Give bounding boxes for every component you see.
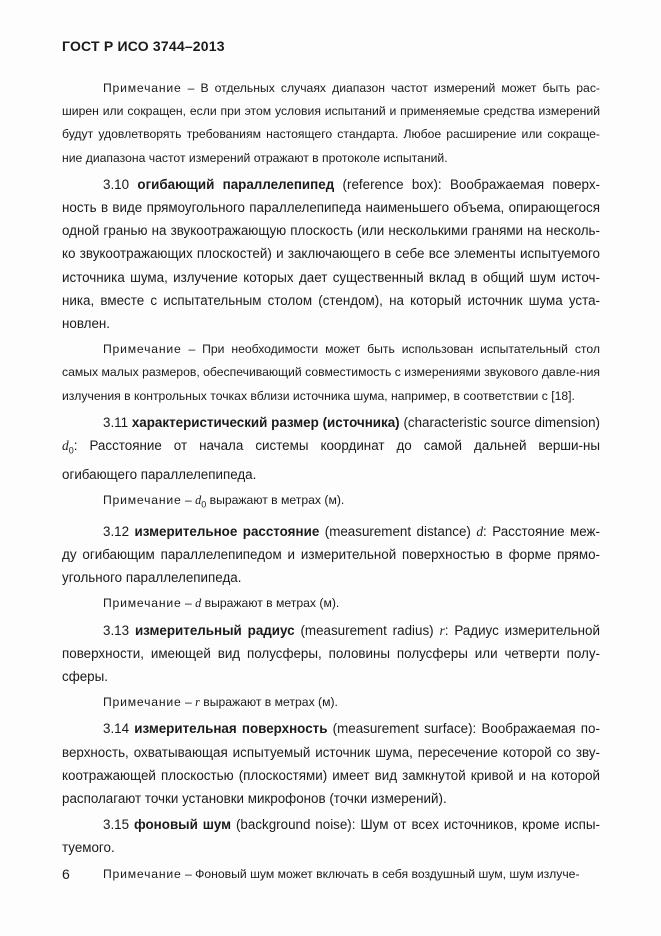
document-header: ГОСТ Р ИСО 3744–2013	[62, 38, 225, 54]
note-label: Примечание	[103, 81, 182, 95]
term-english: (measurement distance)	[324, 523, 471, 539]
definition-paragraph	[62, 717, 600, 810]
definition-text: : Расстояние меж-ду огибающим параллелепипедом и измерительной поверхностью в форме прямо-угольного параллелепипеда.	[62, 523, 600, 586]
note-label: Примечание	[103, 342, 182, 357]
term-name: характеристический размер (источника)	[131, 414, 400, 430]
note-symbol: d	[195, 596, 202, 611]
note-paragraph	[62, 691, 600, 714]
note-text: Фоновый шум может включать в себя воздушный шум, шум излуче-	[195, 866, 580, 881]
note-label: Примечание	[103, 493, 182, 508]
clause-number: 3.10	[103, 176, 130, 192]
note-symbol: $d_0$	[195, 493, 207, 510]
term-name: измерительный радиус	[134, 622, 295, 638]
term-english: (characteristic source dimension)	[403, 414, 600, 430]
note-paragraph	[62, 863, 600, 886]
note-label: Примечание	[103, 695, 182, 710]
definition-paragraph	[62, 813, 600, 859]
definition-text: : Радиус измерительной поверхности, имеющей вид полусферы, половины полусферы или четверти полу-сферы.	[62, 622, 600, 684]
clause-number: 3.13	[103, 622, 130, 638]
term-symbol: r	[439, 622, 445, 638]
clause-number: 3.14	[103, 721, 130, 737]
definition-paragraph	[62, 173, 600, 335]
term-name: измерительная поверхность	[134, 721, 328, 737]
definition-text: : Расстояние от начала системы координат до самой дальней верши-ны огибающего параллелепипеда.	[62, 438, 600, 482]
clause-number: 3.11	[103, 414, 129, 430]
note-paragraph	[62, 592, 600, 615]
note-dash: –	[184, 596, 192, 611]
page-number: 6	[62, 866, 70, 882]
note-text: выражают в метрах (м).	[203, 695, 338, 710]
definition-text: (reference box): Воображаемая поверх-ность в виде прямоугольного параллелепипеда наименьшего объема, опирающегося одной гранью на звукоотражающую плоскость (или несколькими гранями на несколь-ко звукоотражающих плоскостей) и заключающего в себе все элементы испытуемого источника шума, излучение которых дает существенный вклад в общий шум источ-ника, вместе с испытательным столом (стендом), на который источник шума уста-новлен.	[62, 176, 600, 332]
clause-number: 3.15	[103, 817, 130, 833]
note-paragraph	[62, 338, 600, 408]
note-dash: –	[184, 866, 192, 881]
definition-paragraph	[62, 619, 600, 689]
note-text: В отдельных случаях диапазон частот измерений может быть рас-ширен или сокращен, если при этом условия испытаний и применяемые средства измерений будут удовлетворять требованиям настоящего стандарта. Любое расширение или сокраще-ние диапазона частот измерений отражают в протоколе испытаний.	[62, 81, 600, 165]
note-dash: –	[184, 695, 192, 710]
note-paragraph	[62, 77, 600, 170]
term-name: фоновый шум	[133, 817, 232, 833]
note-label: Примечание	[103, 596, 182, 611]
note-dash: –	[188, 342, 196, 357]
definition-paragraph	[62, 520, 600, 590]
term-symbol: d	[476, 523, 484, 539]
note-text: выражают в метрах (м).	[209, 493, 345, 508]
term-symbol: $d_0$	[62, 438, 74, 456]
note-dash: –	[187, 81, 195, 95]
document-body	[62, 74, 600, 886]
note-label: Примечание	[103, 866, 182, 881]
definition-text: (background noise): Шум от всех источников, кроме испы-туемого.	[62, 817, 600, 856]
note-paragraph	[62, 489, 600, 517]
note-text: При необходимости может быть использован испытательный стол самых малых размеров, обеспечивающий совместимость с измерениями звукового давле-ния излучения в контрольных точках вблизи источника шума, например, в соответствии с [18].	[62, 342, 600, 403]
clause-number: 3.12	[103, 523, 130, 539]
definition-text: (measurement surface): Воображаемая по-верхность, охватывающая испытуемый источник шума, пересечение которой со зву-коотражающей плоскостью (плоскостями) имеет вид замкнутой кривой и на которой располагают точки установки микрофонов (точки измерений).	[62, 721, 600, 806]
note-symbol: r	[195, 695, 200, 710]
term-name: огибающий параллелепипед	[137, 176, 335, 192]
term-english: (measurement radius)	[300, 622, 434, 638]
definition-paragraph	[62, 411, 600, 486]
term-name: измерительное расстояние	[134, 523, 320, 539]
note-dash: –	[184, 493, 192, 508]
note-text: выражают в метрах (м).	[204, 596, 340, 611]
